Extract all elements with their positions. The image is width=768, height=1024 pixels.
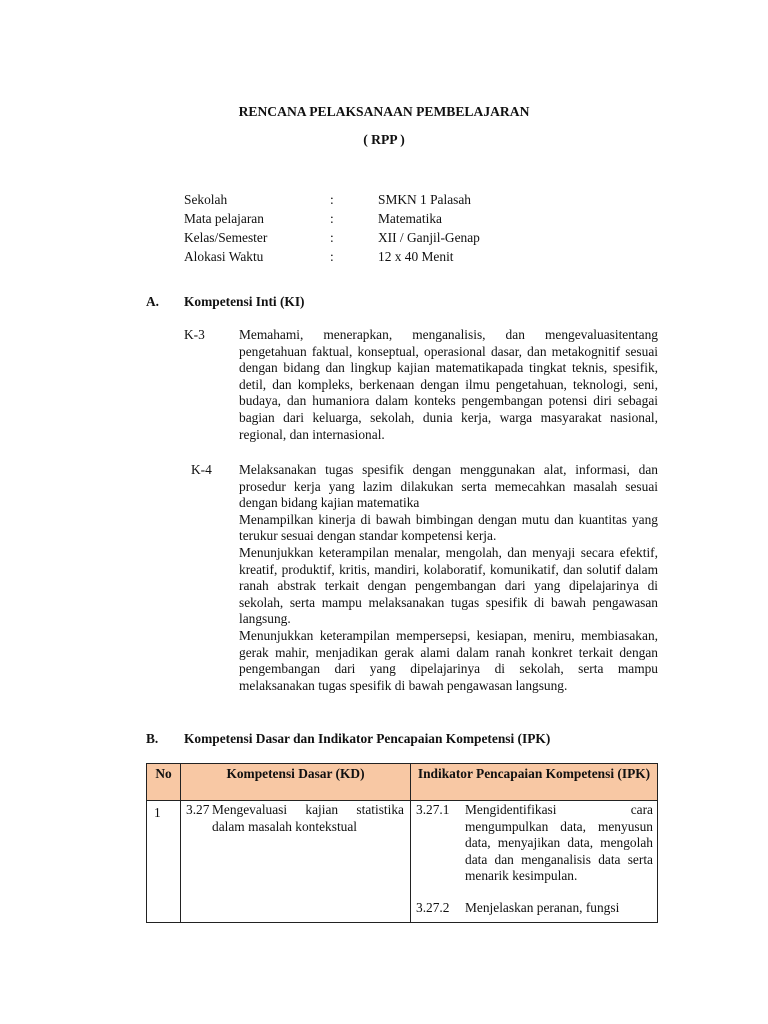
identity-row-class-semester <box>184 230 584 249</box>
table-row <box>147 801 658 923</box>
identity-row-school <box>184 192 584 211</box>
ki-paragraph: Memahami, menerapkan, menganalisis, dan mengevaluasitentang pengetahuan faktual, konseptual, operasional dasar, dan metakognitif sesuai dengan bidang dan lingkup kajian matematikapada tingkat teknis, spesifik, detil, dan kompleks, berkenaan dengan ilmu pengetahuan, teknologi, seni, budaya, dan humaniora dalam konteks pengembangan potensi diri sebagai bagian dari keluarga, sekolah, dunia kerja, warga masyarakat nasional, regional, dan internasional. <box>239 327 658 442</box>
section-a-letter: A. <box>146 294 160 309</box>
header-no: No <box>147 764 181 801</box>
identity-separator: : <box>330 249 334 264</box>
ki-k3-description <box>239 327 658 443</box>
ipk-text: Mengidentifikasi cara mengumpulkan data, menyusun data, menyajikan data, mengolah data dan menganalisis data serta menarik kesimpulan. <box>465 802 653 884</box>
ki-paragraph: Menunjukkan keterampilan menalar, mengolah, dan menyaji secara efektif, kreatif, produktif, kritis, mandiri, kolaboratif, komunikatif, dan solutif dalam ranah abstrak terkait dengan pengembangan dari yang dipelajarinya di sekolah, serta mampu melaksanakan tugas spesifik di bawah pengawasan langsung. <box>239 544 658 627</box>
ki-code-k4: K-4 <box>191 462 212 477</box>
document-subtitle: ( RPP ) <box>363 132 405 147</box>
header-ipk: Indikator Pencapaian Kompetensi (IPK) <box>411 764 658 801</box>
ipk-number: 3.27.1 <box>416 802 450 817</box>
ki-paragraph: Menunjukkan keterampilan mempersepsi, kesiapan, meniru, membiasakan, gerak mahir, menjadikan gerak alami dalam ranah konkret terkait dengan pengembangan dari yang dipelajarinya di sekolah, serta mampu melaksanakan tugas spesifik di bawah pengawasan langsung. <box>239 627 658 693</box>
section-a-title: Kompetensi Inti (KI) <box>184 294 305 309</box>
document-title: RENCANA PELAKSANAAN PEMBELAJARAN <box>238 104 530 119</box>
kd-number: 3.27 <box>186 802 210 817</box>
identity-label: Kelas/Semester <box>184 230 268 245</box>
identity-value: SMKN 1 Palasah <box>378 192 471 207</box>
ki-code-k3: K-3 <box>184 327 205 342</box>
table-header-row <box>147 764 658 801</box>
header-kd: Kompetensi Dasar (KD) <box>181 764 411 801</box>
identity-label: Mata pelajaran <box>184 211 264 226</box>
identity-separator: : <box>330 230 334 245</box>
identity-row-time-allocation <box>184 249 584 268</box>
identity-separator: : <box>330 192 334 207</box>
kd-cell <box>181 801 411 923</box>
ipk-number: 3.27.2 <box>416 900 450 915</box>
identity-value: XII / Ganjil-Genap <box>378 230 480 245</box>
identity-separator: : <box>330 211 334 226</box>
identity-label: Sekolah <box>184 192 228 207</box>
ipk-text: Menjelaskan peranan, fungsi <box>465 900 620 915</box>
identity-value: Matematika <box>378 211 442 226</box>
section-b-letter: B. <box>146 731 159 746</box>
ipk-clip <box>411 801 657 922</box>
kd-text: Mengevaluasi kajian statistika dalam masalah kontekstual <box>212 802 404 834</box>
identity-value: 12 x 40 Menit <box>378 249 454 264</box>
ki-k4-description <box>239 462 658 694</box>
identity-label: Alokasi Waktu <box>184 249 264 264</box>
row-number: 1 <box>147 801 181 923</box>
section-b-title: Kompetensi Dasar dan Indikator Pencapaian Kompetensi (IPK) <box>184 731 551 746</box>
ipk-cell <box>411 801 658 923</box>
ki-paragraph: Melaksanakan tugas spesifik dengan menggunakan alat, informasi, dan prosedur kerja yang lazim dilakukan serta memecahkan masalah sesuai dengan bidang kajian matematika <box>239 462 658 511</box>
ki-paragraph: Menampilkan kinerja di bawah bimbingan dengan mutu dan kuantitas yang terukur sesuai dengan standar kompetensi kerja. <box>239 511 658 544</box>
identity-row-subject <box>184 211 584 230</box>
kd-ipk-table <box>146 763 658 923</box>
